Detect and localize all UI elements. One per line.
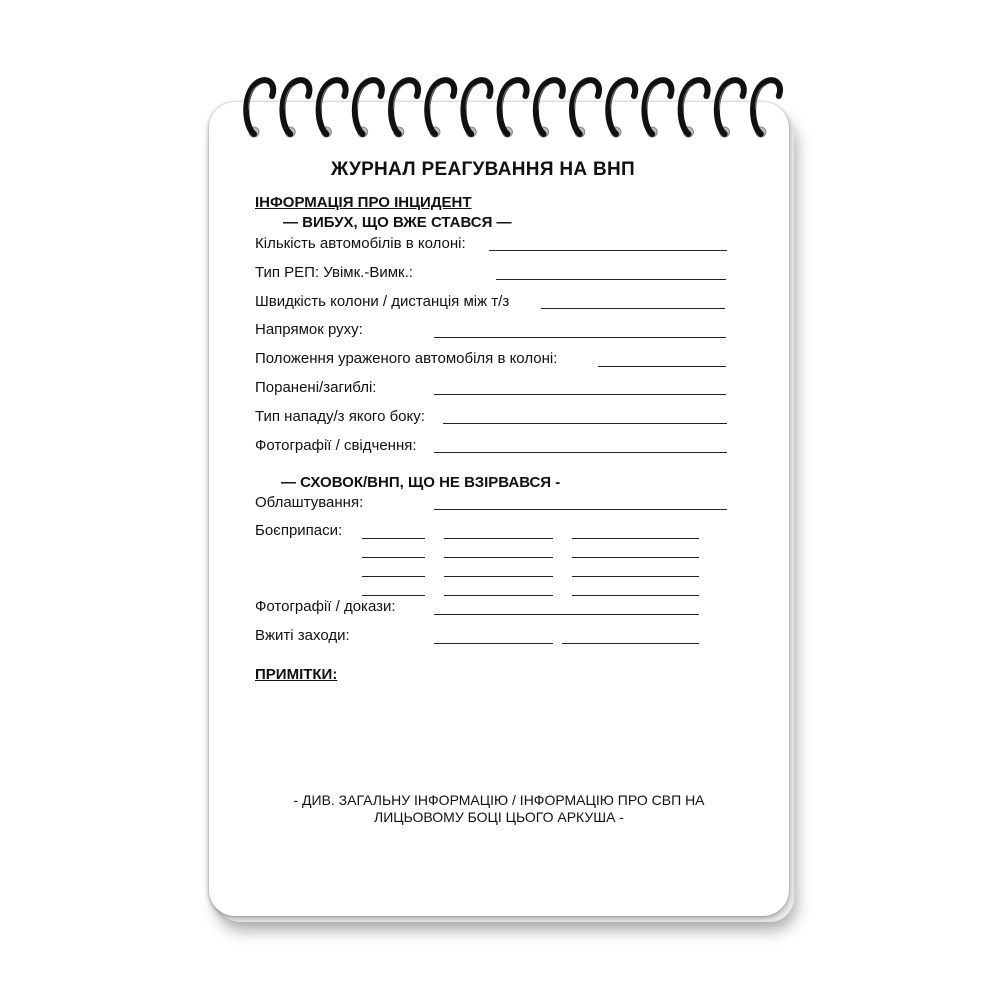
cache-subheading: — СХОВОК/ВНП, ЩО НЕ ВЗІРВАВСЯ -: [281, 474, 561, 491]
incident-info-heading: ІНФОРМАЦІЯ ПРО ІНЦИДЕНТ: [255, 194, 472, 211]
ammo-line-r1-c3[interactable]: [572, 538, 699, 539]
field-label-casualties: Поранені/загиблі:: [255, 379, 377, 396]
ammo-line-r4-c1[interactable]: [362, 595, 425, 596]
ammo-line-r4-c3[interactable]: [572, 595, 699, 596]
explosion-subheading: — ВИБУХ, ЩО ВЖЕ СТАВСЯ —: [283, 214, 512, 231]
field-line-ew-type[interactable]: [496, 279, 726, 280]
field-label-ew-type: Тип РЕП: Увімк.-Вимк.:: [255, 264, 413, 281]
ammo-line-r1-c1[interactable]: [362, 538, 425, 539]
field-label-vehicle-position: Положення ураженого автомобіля в колоні:: [255, 350, 558, 367]
ammo-line-r3-c2[interactable]: [444, 576, 553, 577]
field-label-setup: Облаштування:: [255, 494, 364, 511]
form-title: ЖУРНАЛ РЕАГУВАННЯ НА ВНП: [331, 159, 635, 180]
field-label-convoy-speed: Швидкість колони / дистанція між т/з: [255, 293, 510, 310]
field-label-direction: Напрямок руху:: [255, 321, 363, 338]
ammo-line-r3-c1[interactable]: [362, 576, 425, 577]
field-line-direction[interactable]: [434, 337, 726, 338]
ammo-line-r1-c2[interactable]: [444, 538, 553, 539]
field-line-photos-evidence[interactable]: [434, 614, 699, 615]
field-line-casualties[interactable]: [434, 394, 726, 395]
field-line-setup[interactable]: [434, 509, 727, 510]
field-line-photos-testimony[interactable]: [434, 452, 727, 453]
field-label-attack-type: Тип нападу/з якого боку:: [255, 408, 425, 425]
field-line-vehicle-count[interactable]: [489, 250, 727, 251]
field-label-photos-testimony: Фотографії / свідчення:: [255, 437, 417, 454]
footer-line-2: ЛИЦЬОВОМУ БОЦІ ЦЬОГО АРКУША -: [374, 809, 624, 825]
ammo-line-r2-c2[interactable]: [444, 557, 553, 558]
field-line-vehicle-position[interactable]: [598, 366, 726, 367]
field-label-ammunition: Боєприпаси:: [255, 522, 343, 539]
ammo-line-r4-c2[interactable]: [444, 595, 553, 596]
ammo-line-r2-c3[interactable]: [572, 557, 699, 558]
field-line-actions-taken-1[interactable]: [434, 643, 553, 644]
footer-line-1: - ДИВ. ЗАГАЛЬНУ ІНФОРМАЦІЮ / ІНФОРМАЦІЮ ПРО СВП НА: [293, 792, 705, 808]
field-label-vehicle-count: Кількість автомобілів в колоні:: [255, 235, 466, 252]
field-line-attack-type[interactable]: [443, 423, 727, 424]
field-label-photos-evidence: Фотографії / докази:: [255, 598, 396, 615]
field-line-actions-taken-2[interactable]: [562, 643, 699, 644]
field-line-convoy-speed[interactable]: [541, 308, 725, 309]
notes-heading: ПРИМІТКИ:: [255, 666, 338, 683]
field-label-actions-taken: Вжиті заходи:: [255, 627, 350, 644]
ammo-line-r3-c3[interactable]: [572, 576, 699, 577]
ammo-line-r2-c1[interactable]: [362, 557, 425, 558]
